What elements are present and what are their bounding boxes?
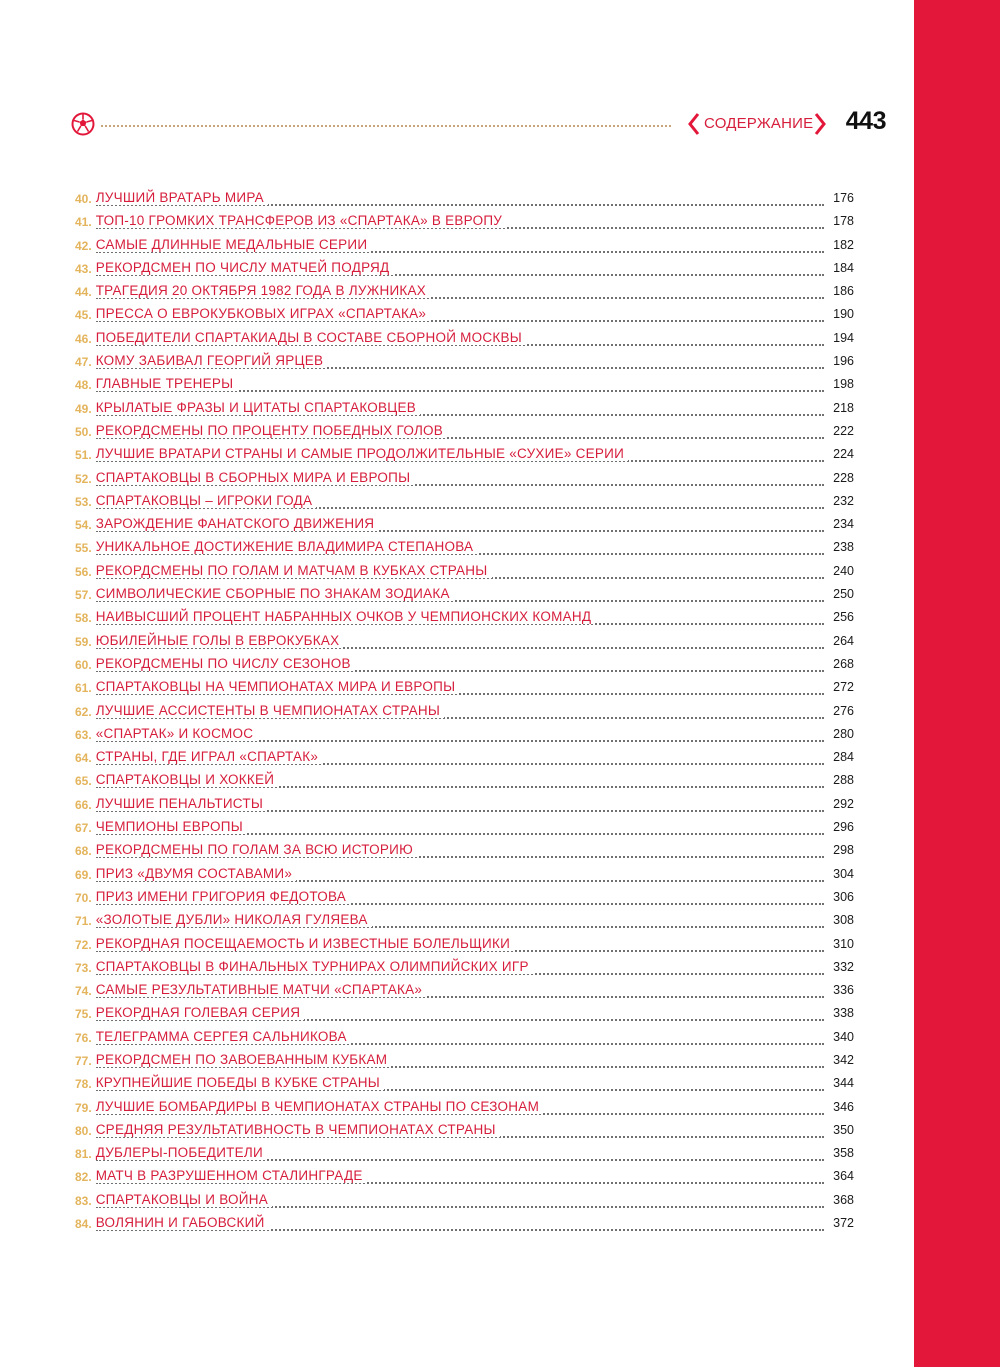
- entry-page-number: 264: [829, 634, 854, 648]
- entry-title: ТРАГЕДИЯ 20 ОКТЯБРЯ 1982 ГОДА В ЛУЖНИКАХ: [96, 283, 430, 298]
- toc-entry[interactable]: [75, 422, 854, 445]
- entry-title: СПАРТАКОВЦЫ И ХОККЕЙ: [96, 772, 279, 787]
- toc-entry[interactable]: [75, 981, 854, 1004]
- entry-page-number: 198: [829, 377, 854, 391]
- entry-page-number: 346: [829, 1100, 854, 1114]
- toc-entry[interactable]: [75, 1121, 854, 1144]
- toc-entry[interactable]: [75, 771, 854, 794]
- entry-number: 47.: [75, 355, 92, 370]
- entry-title: ДУБЛЕРЫ-ПОБЕДИТЕЛИ: [96, 1145, 267, 1160]
- toc-entry[interactable]: [75, 702, 854, 725]
- entry-title: ПОБЕДИТЕЛИ СПАРТАКИАДЫ В СОСТАВЕ СБОРНОЙ МОСКВЫ: [96, 330, 526, 345]
- entry-title: ЛУЧШИЕ АССИСТЕНТЫ В ЧЕМПИОНАТАХ СТРАНЫ: [96, 703, 444, 718]
- entry-title: РЕКОРДСМЕН ПО ЗАВОЕВАННЫМ КУБКАМ: [96, 1052, 392, 1067]
- entry-number: 52.: [75, 471, 92, 486]
- toc-entry[interactable]: [75, 329, 854, 352]
- toc-entry[interactable]: [75, 958, 854, 981]
- entry-number: 41.: [75, 215, 92, 230]
- toc-entry[interactable]: [75, 189, 854, 212]
- entry-number: 69.: [75, 867, 92, 882]
- entry-title: ВОЛЯНИН И ГАБОВСКИЙ: [96, 1215, 269, 1230]
- entry-number: 62.: [75, 704, 92, 719]
- toc-entry[interactable]: [75, 1214, 854, 1237]
- entry-page-number: 256: [829, 610, 854, 624]
- entry-page-number: 284: [829, 750, 854, 764]
- entry-title: ПРЕССА О ЕВРОКУБКОВЫХ ИГРАХ «СПАРТАКА»: [96, 306, 430, 321]
- entry-title: «ЗОЛОТЫЕ ДУБЛИ» НИКОЛАЯ ГУЛЯЕВА: [96, 912, 372, 927]
- entry-title: ПРИЗ ИМЕНИ ГРИГОРИЯ ФЕДОТОВА: [96, 889, 350, 904]
- entry-number: 54.: [75, 518, 92, 533]
- entry-number: 77.: [75, 1053, 92, 1068]
- entry-number: 75.: [75, 1007, 92, 1022]
- entry-page-number: 338: [829, 1006, 854, 1020]
- entry-number: 57.: [75, 588, 92, 603]
- entry-number: 43.: [75, 261, 92, 276]
- entry-page-number: 310: [829, 937, 854, 951]
- entry-number: 63.: [75, 727, 92, 742]
- entry-number: 42.: [75, 238, 92, 253]
- entry-page-number: 238: [829, 540, 854, 554]
- entry-page-number: 344: [829, 1076, 854, 1090]
- entry-title: КОМУ ЗАБИВАЛ ГЕОРГИЙ ЯРЦЕВ: [96, 353, 328, 368]
- toc-entry[interactable]: [75, 305, 854, 328]
- entry-title: ТОП-10 ГРОМКИХ ТРАНСФЕРОВ ИЗ «СПАРТАКА» В ЕВРОПУ: [96, 213, 506, 228]
- toc-entry[interactable]: [75, 748, 854, 771]
- entry-page-number: 234: [829, 517, 854, 531]
- entry-page-number: 292: [829, 797, 854, 811]
- entry-page-number: 342: [829, 1053, 854, 1067]
- entry-title: ПРИЗ «ДВУМЯ СОСТАВАМИ»: [96, 866, 296, 881]
- entry-title: СПАРТАКОВЦЫ В ФИНАЛЬНЫХ ТУРНИРАХ ОЛИМПИЙСКИХ ИГР: [96, 959, 533, 974]
- entry-page-number: 340: [829, 1030, 854, 1044]
- entry-number: 72.: [75, 937, 92, 952]
- entry-page-number: 228: [829, 471, 854, 485]
- toc-entry[interactable]: [75, 655, 854, 678]
- toc-entry[interactable]: [75, 678, 854, 701]
- entry-title: КРУПНЕЙШИЕ ПОБЕДЫ В КУБКЕ СТРАНЫ: [96, 1075, 384, 1090]
- entry-title: «СПАРТАК» И КОСМОС: [96, 726, 258, 741]
- entry-number: 82.: [75, 1170, 92, 1185]
- football-ball-icon: [71, 112, 95, 136]
- entry-title: СПАРТАКОВЦЫ НА ЧЕМПИОНАТАХ МИРА И ЕВРОПЫ: [96, 679, 460, 694]
- entry-number: 74.: [75, 984, 92, 999]
- toc-entry[interactable]: [75, 795, 854, 818]
- entry-page-number: 186: [829, 284, 854, 298]
- entry-page-number: 368: [829, 1193, 854, 1207]
- entry-title: РЕКОРДСМЕНЫ ПО ПРОЦЕНТУ ПОБЕДНЫХ ГОЛОВ: [96, 423, 447, 438]
- entry-page-number: 268: [829, 657, 854, 671]
- entry-page-number: 298: [829, 843, 854, 857]
- toc-entry[interactable]: [75, 1144, 854, 1167]
- entry-page-number: 350: [829, 1123, 854, 1137]
- entry-number: 53.: [75, 494, 92, 509]
- entry-title: НАИВЫСШИЙ ПРОЦЕНТ НАБРАННЫХ ОЧКОВ У ЧЕМПИОНСКИХ КОМАНД: [96, 609, 596, 624]
- entry-title: ЛУЧШИЕ ВРАТАРИ СТРАНЫ И САМЫЕ ПРОДОЛЖИТЕЛЬНЫЕ «СУХИЕ» СЕРИИ: [96, 446, 628, 461]
- entry-title: РЕКОРДНАЯ ГОЛЕВАЯ СЕРИЯ: [96, 1005, 305, 1020]
- chevron-right-icon: [813, 112, 827, 136]
- entry-page-number: 194: [829, 331, 854, 345]
- entry-page-number: 196: [829, 354, 854, 368]
- entry-page-number: 272: [829, 680, 854, 694]
- entry-title: ЛУЧШИЕ ПЕНАЛЬТИСТЫ: [96, 796, 267, 811]
- entry-number: 81.: [75, 1147, 92, 1162]
- entry-page-number: 184: [829, 261, 854, 275]
- entry-number: 80.: [75, 1123, 92, 1138]
- entry-number: 79.: [75, 1100, 92, 1115]
- entry-page-number: 336: [829, 983, 854, 997]
- entry-page-number: 178: [829, 214, 854, 228]
- entry-title: РЕКОРДСМЕНЫ ПО ГОЛАМ ЗА ВСЮ ИСТОРИЮ: [96, 842, 417, 857]
- entry-page-number: 288: [829, 773, 854, 787]
- toc-entry[interactable]: [75, 865, 854, 888]
- chevron-left-icon: [687, 112, 701, 136]
- toc-entry[interactable]: [75, 538, 854, 561]
- entry-number: 65.: [75, 774, 92, 789]
- entry-title: МАТЧ В РАЗРУШЕННОМ СТАЛИНГРАДЕ: [96, 1168, 367, 1183]
- entry-number: 45.: [75, 308, 92, 323]
- entry-title: СПАРТАКОВЦЫ – ИГРОКИ ГОДА: [96, 493, 317, 508]
- entry-title: ЧЕМПИОНЫ ЕВРОПЫ: [96, 819, 247, 834]
- entry-title: СРЕДНЯЯ РЕЗУЛЬТАТИВНОСТЬ В ЧЕМПИОНАТАХ СТРАНЫ: [96, 1122, 500, 1137]
- toc-entry[interactable]: [75, 469, 854, 492]
- toc-entry[interactable]: [75, 935, 854, 958]
- entry-page-number: 182: [829, 238, 854, 252]
- toc-entry[interactable]: [75, 259, 854, 282]
- entry-title: КРЫЛАТЫЕ ФРАЗЫ И ЦИТАТЫ СПАРТАКОВЦЕВ: [96, 400, 420, 415]
- entry-page-number: 176: [829, 191, 854, 205]
- entry-title: СПАРТАКОВЦЫ В СБОРНЫХ МИРА И ЕВРОПЫ: [96, 470, 415, 485]
- toc-entry[interactable]: [75, 725, 854, 748]
- toc-entry[interactable]: [75, 212, 854, 235]
- page-header: [71, 108, 886, 140]
- toc-entry[interactable]: [75, 375, 854, 398]
- entry-title: УНИКАЛЬНОЕ ДОСТИЖЕНИЕ ВЛАДИМИРА СТЕПАНОВА: [96, 539, 478, 554]
- entry-number: 70.: [75, 890, 92, 905]
- entry-title: СТРАНЫ, ГДЕ ИГРАЛ «СПАРТАК»: [96, 749, 322, 764]
- entry-number: 76.: [75, 1030, 92, 1045]
- toc-entry[interactable]: [75, 1051, 854, 1074]
- toc-entry[interactable]: [75, 888, 854, 911]
- entry-page-number: 222: [829, 424, 854, 438]
- entry-number: 44.: [75, 285, 92, 300]
- entry-title: ЮБИЛЕЙНЫЕ ГОЛЫ В ЕВРОКУБКАХ: [96, 633, 344, 648]
- toc-entry[interactable]: [75, 515, 854, 538]
- entry-page-number: 224: [829, 447, 854, 461]
- entry-page-number: 250: [829, 587, 854, 601]
- entry-number: 68.: [75, 844, 92, 859]
- entry-number: 46.: [75, 331, 92, 346]
- entry-number: 58.: [75, 611, 92, 626]
- entry-title: СПАРТАКОВЦЫ И ВОЙНА: [96, 1192, 272, 1207]
- toc-entry[interactable]: [75, 352, 854, 375]
- toc-entry[interactable]: [75, 1074, 854, 1097]
- entry-title: ЗАРОЖДЕНИЕ ФАНАТСКОГО ДВИЖЕНИЯ: [96, 516, 379, 531]
- entry-number: 64.: [75, 751, 92, 766]
- toc-entry[interactable]: [75, 911, 854, 934]
- entry-page-number: 280: [829, 727, 854, 741]
- entry-number: 49.: [75, 401, 92, 416]
- entry-title: РЕКОРДСМЕНЫ ПО ГОЛАМ И МАТЧАМ В КУБКАХ СТРАНЫ: [96, 563, 492, 578]
- entry-number: 48.: [75, 378, 92, 393]
- entry-number: 55.: [75, 541, 92, 556]
- entry-number: 83.: [75, 1193, 92, 1208]
- entry-number: 67.: [75, 821, 92, 836]
- toc-entry[interactable]: [75, 236, 854, 259]
- entry-number: 56.: [75, 564, 92, 579]
- red-side-band: [914, 0, 1000, 1367]
- entry-number: 73.: [75, 960, 92, 975]
- toc-entry[interactable]: [75, 585, 854, 608]
- toc-entry[interactable]: [75, 1167, 854, 1190]
- entry-page-number: 296: [829, 820, 854, 834]
- entry-number: 40.: [75, 192, 92, 206]
- entry-page-number: 306: [829, 890, 854, 904]
- toc-entry[interactable]: [75, 632, 854, 655]
- page-number: 443: [845, 107, 886, 135]
- entry-title: ЛУЧШИЕ БОМБАРДИРЫ В ЧЕМПИОНАТАХ СТРАНЫ ПО СЕЗОНАМ: [96, 1099, 543, 1114]
- toc-entry[interactable]: [75, 841, 854, 864]
- entry-page-number: 364: [829, 1169, 854, 1183]
- entry-number: 78.: [75, 1077, 92, 1092]
- table-of-contents: [75, 189, 854, 1237]
- entry-page-number: 332: [829, 960, 854, 974]
- entry-page-number: 240: [829, 564, 854, 578]
- section-title: СОДЕРЖАНИЕ: [704, 115, 814, 132]
- entry-title: ТЕЛЕГРАММА СЕРГЕЯ САЛЬНИКОВА: [96, 1029, 351, 1044]
- entry-title: ГЛАВНЫЕ ТРЕНЕРЫ: [96, 376, 238, 391]
- entry-title: СИМВОЛИЧЕСКИЕ СБОРНЫЕ ПО ЗНАКАМ ЗОДИАКА: [96, 586, 454, 601]
- toc-entry[interactable]: [75, 1098, 854, 1121]
- entry-page-number: 190: [829, 307, 854, 321]
- toc-entry[interactable]: [75, 1004, 854, 1027]
- entry-number: 71.: [75, 914, 92, 929]
- toc-entry[interactable]: [75, 562, 854, 585]
- entry-number: 59.: [75, 634, 92, 649]
- toc-entry[interactable]: [75, 399, 854, 422]
- toc-entry[interactable]: [75, 445, 854, 468]
- toc-entry[interactable]: [75, 1191, 854, 1214]
- entry-page-number: 358: [829, 1146, 854, 1160]
- entry-number: 50.: [75, 424, 92, 439]
- entry-page-number: 304: [829, 867, 854, 881]
- entry-number: 51.: [75, 448, 92, 463]
- entry-title: ЛУЧШИЙ ВРАТАРЬ МИРА: [96, 190, 268, 205]
- entry-number: 60.: [75, 657, 92, 672]
- entry-page-number: 232: [829, 494, 854, 508]
- entry-page-number: 372: [829, 1216, 854, 1230]
- entry-title: РЕКОРДСМЕНЫ ПО ЧИСЛУ СЕЗОНОВ: [96, 656, 355, 671]
- toc-entry[interactable]: [75, 492, 854, 515]
- toc-entry[interactable]: [75, 608, 854, 631]
- entry-title: РЕКОРДНАЯ ПОСЕЩАЕМОСТЬ И ИЗВЕСТНЫЕ БОЛЕЛЬЩИКИ: [96, 936, 514, 951]
- entry-page-number: 276: [829, 704, 854, 718]
- entry-page-number: 308: [829, 913, 854, 927]
- entry-title: САМЫЕ ДЛИННЫЕ МЕДАЛЬНЫЕ СЕРИИ: [96, 237, 372, 252]
- entry-number: 61.: [75, 681, 92, 696]
- toc-entry[interactable]: [75, 282, 854, 305]
- toc-entry[interactable]: [75, 1028, 854, 1051]
- header-dotted-line: [101, 125, 671, 127]
- entry-page-number: 218: [829, 401, 854, 415]
- entry-title: РЕКОРДСМЕН ПО ЧИСЛУ МАТЧЕЙ ПОДРЯД: [96, 260, 394, 275]
- entry-number: 84.: [75, 1217, 92, 1232]
- entry-number: 66.: [75, 797, 92, 812]
- entry-title: САМЫЕ РЕЗУЛЬТАТИВНЫЕ МАТЧИ «СПАРТАКА»: [96, 982, 426, 997]
- toc-entry[interactable]: [75, 818, 854, 841]
